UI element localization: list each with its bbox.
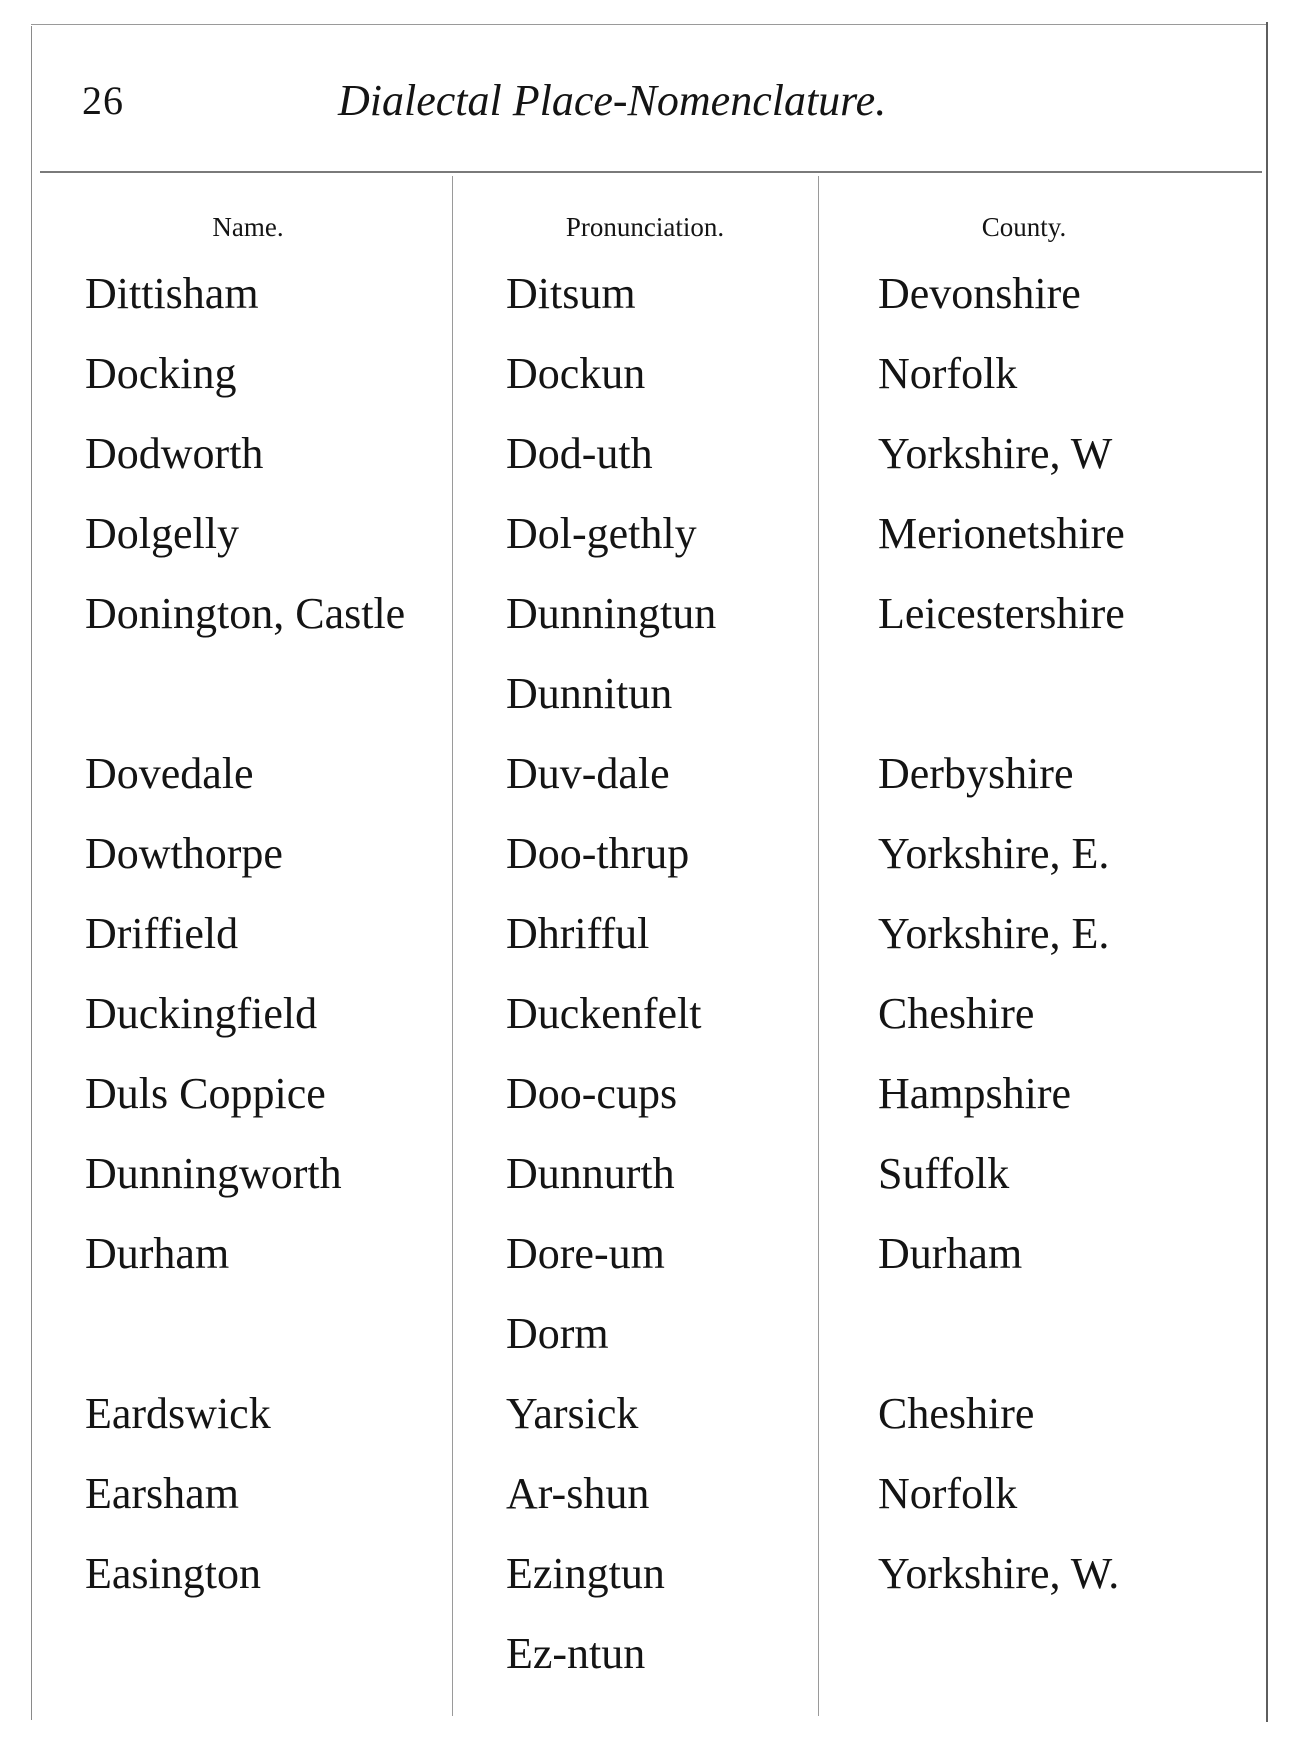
entry-pronunciation: Dore-um [506,1229,665,1278]
entry-name: Duckingfield [85,989,318,1038]
table-row [0,1144,1298,1224]
running-title: Dialectal Place-Nomenclature. [338,76,887,125]
entry-pronunciation: Dunnurth [506,1149,675,1198]
entry-name: Duls Coppice [85,1069,326,1118]
column-header-name: Name. [212,212,284,242]
entry-county: Devonshire [878,269,1081,318]
page-number: 26 [82,78,124,123]
entry-pronunciation: Doo-cups [506,1069,678,1118]
entry-pronunciation: Duv-dale [506,749,670,798]
table-row [0,264,1298,344]
table-row [0,1304,1298,1384]
entry-name: Easington [85,1549,261,1598]
table-row [0,1624,1298,1704]
entry-pronunciation: Dockun [506,349,646,398]
table-row [0,1544,1298,1624]
table-row [0,1064,1298,1144]
entry-name: Dowthorpe [85,829,283,878]
entry-name: Donington, Castle [85,589,406,638]
table-row [0,1224,1298,1304]
entry-name: Driffield [85,909,239,958]
entry-county: Cheshire [878,1389,1035,1438]
entry-county: Yorkshire, E. [878,829,1110,878]
header-rule [40,171,1262,173]
entry-county: Norfolk [878,1469,1018,1518]
entries-table [0,264,1298,1704]
entry-pronunciation: Yarsick [506,1389,639,1438]
table-row [0,664,1298,744]
table-row [0,1464,1298,1544]
frame-top-rule [31,24,1267,25]
table-row [0,504,1298,584]
entry-name: Dolgelly [85,509,239,558]
entry-county: Merionetshire [878,509,1125,558]
entry-county: Yorkshire, E. [878,909,1110,958]
column-header-county: County. [981,212,1067,242]
entry-county: Yorkshire, W [878,429,1113,478]
table-row [0,424,1298,504]
entry-name: Dovedale [85,749,254,798]
entry-county: Leicestershire [878,589,1125,638]
entry-name: Earsham [85,1469,239,1518]
table-row [0,744,1298,824]
entry-county: Yorkshire, W. [878,1549,1120,1598]
entry-pronunciation: Dol-gethly [506,509,697,558]
table-row [0,584,1298,664]
entry-pronunciation: Ditsum [506,269,636,318]
entry-county: Derbyshire [878,749,1074,798]
entry-pronunciation: Duckenfelt [506,989,702,1038]
table-row [0,344,1298,424]
entry-name: Dunningworth [85,1149,342,1198]
entry-pronunciation: Ezingtun [506,1549,665,1598]
entry-name: Dittisham [85,269,259,318]
entry-pronunciation: Dunnitun [506,669,673,718]
entry-county: Cheshire [878,989,1035,1038]
entry-name: Eardswick [85,1389,271,1438]
entry-county: Hampshire [878,1069,1072,1118]
entry-pronunciation: Ar-shun [506,1469,650,1518]
table-row [0,904,1298,984]
entry-pronunciation: Dorm [506,1309,609,1358]
table-row [0,1384,1298,1464]
entry-pronunciation: Dhrifful [506,909,650,958]
entry-county: Suffolk [878,1149,1010,1198]
column-header-pronunciation: Pronunciation. [565,212,725,242]
table-row [0,984,1298,1064]
entry-county: Durham [878,1229,1023,1278]
table-row [0,824,1298,904]
entry-name: Docking [85,349,237,398]
entry-pronunciation: Doo-thrup [506,829,690,878]
entry-pronunciation: Ez-ntun [506,1629,646,1678]
entry-name: Dodworth [85,429,264,478]
entry-county: Norfolk [878,349,1018,398]
entry-name: Durham [85,1229,230,1278]
entry-pronunciation: Dunningtun [506,589,717,638]
entry-pronunciation: Dod-uth [506,429,653,478]
